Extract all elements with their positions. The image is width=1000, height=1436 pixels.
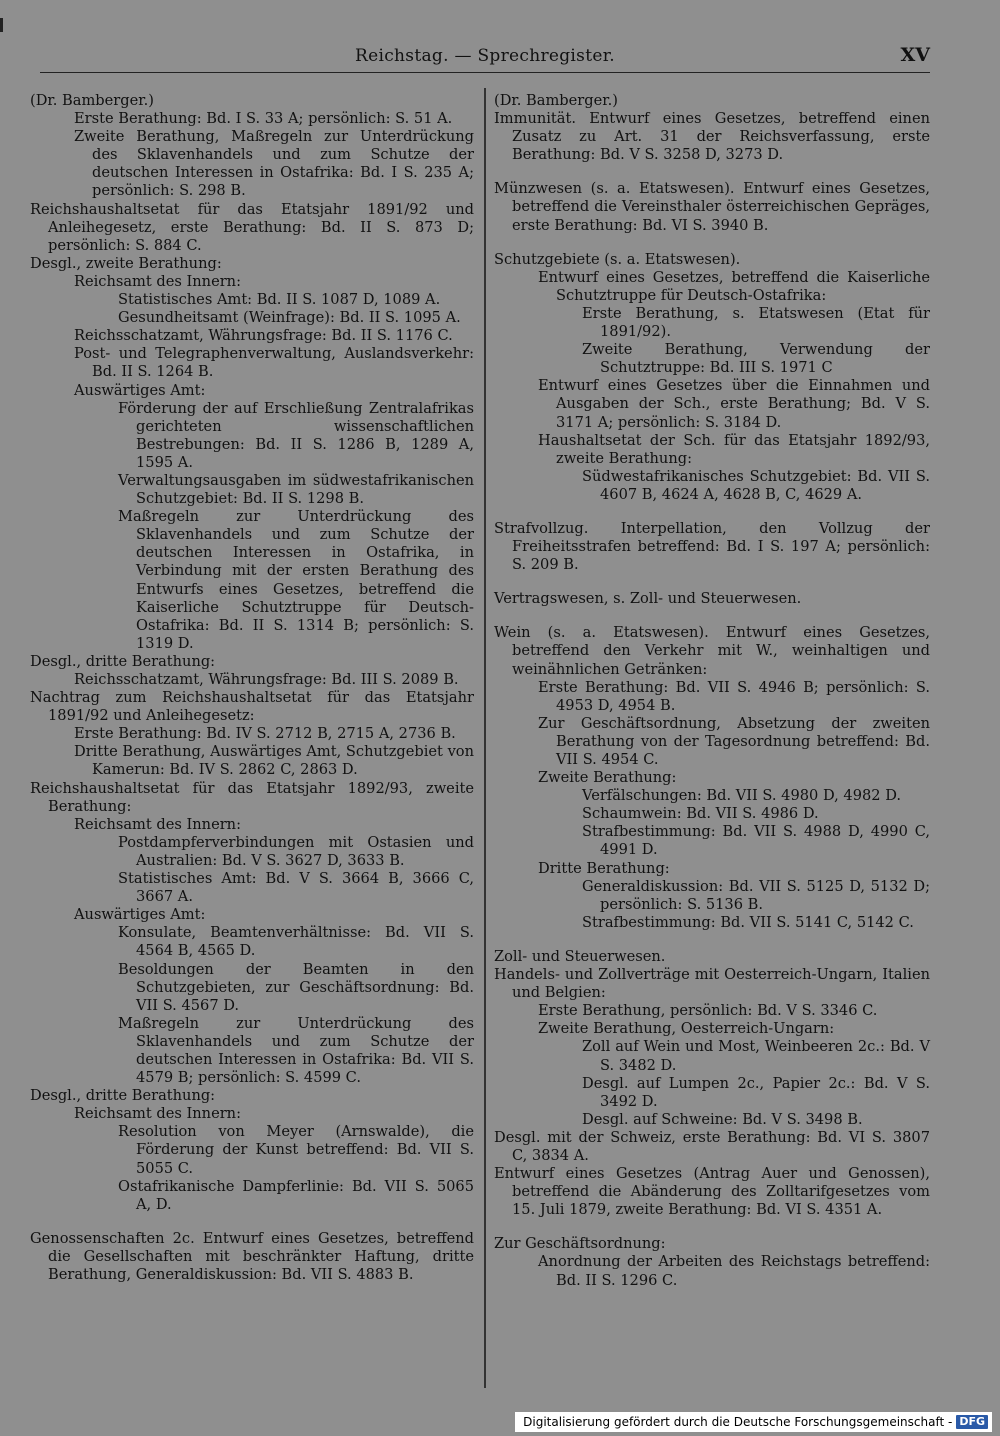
register-entry: Schutzgebiete (s. a. Etatswesen). — [494, 250, 741, 268]
register-entry: Haushaltsetat der Sch. für das Etatsjahr 1892/93, zweite Berathung: — [538, 431, 930, 467]
page-header — [40, 44, 930, 73]
register-entry: Zweite Berathung, Maßregeln zur Unterdrückung des Sklavenhandels und zum Schutze der deutschen Interessen in Ostafrika: Bd. I S. 235 A; persönlich: S. 298 B. — [74, 128, 474, 200]
register-entry: Münzwesen (s. a. Etatswesen). Entwurf eines Gesetzes, betreffend die Vereinsthaler österreichischen Gepräges, erste Berathung: Bd. VI S. 3940 B. — [494, 180, 930, 234]
register-entry: Resolution von Meyer (Arnswalde), die Förderung der Kunst betreffend: Bd. VII S. 5055 C. — [118, 1123, 474, 1177]
register-entry: Auswärtiges Amt: — [74, 381, 206, 399]
register-entry: (Dr. Bamberger.) — [30, 92, 154, 109]
register-entry: Desgl. mit der Schweiz, erste Berathung: Bd. VI S. 3807 C, 3834 A. — [494, 1128, 930, 1164]
register-entry: Desgl., zweite Berathung: — [30, 254, 222, 272]
register-entry: Genossenschaften 2c. Entwurf eines Gesetzes, betreffend die Gesellschaften mit beschränkter Haftung, dritte Berathung, Generaldiskussion: Bd. VII S. 4883 B. — [30, 1229, 474, 1283]
register-entry: Zoll auf Wein und Most, Weinbeeren 2c.: Bd. V S. 3482 D. — [582, 1038, 930, 1074]
register-entry: Desgl. auf Schweine: Bd. V S. 3498 B. — [582, 1110, 863, 1128]
register-entry: Statistisches Amt: Bd. V S. 3664 B, 3666 C, 3667 A. — [118, 870, 474, 906]
register-entry: Zur Geschäftsordnung: — [494, 1235, 666, 1253]
register-entry: Besoldungen der Beamten in den Schutzgebieten, zur Geschäftsordnung: Bd. VII S. 4567 D. — [118, 960, 474, 1014]
register-entry: Verfälschungen: Bd. VII S. 4980 D, 4982 D. — [582, 787, 902, 805]
register-entry: Reichsamt des Innern: — [74, 815, 241, 833]
register-entry: Vertragswesen, s. Zoll- und Steuerwesen. — [494, 590, 802, 608]
register-entry: Förderung der auf Erschließung Zentralafrikas gerichteten wissenschaftlichen Bestrebungen: Bd. II S. 1286 B, 1289 A, 1595 A. — [118, 399, 474, 471]
register-entry: Strafbestimmung: Bd. VII S. 5141 C, 5142 C. — [582, 913, 914, 931]
dfg-logo: DFG — [956, 1415, 988, 1429]
funding-footer — [515, 1412, 992, 1432]
register-entry: Erste Berathung: Bd. IV S. 2712 B, 2715 A, 2736 B. — [74, 725, 456, 743]
register-entry: Zweite Berathung, Verwendung der Schutztruppe: Bd. III S. 1971 C — [582, 341, 930, 377]
register-entry: Statistisches Amt: Bd. II S. 1087 D, 1089 A. — [118, 291, 441, 309]
register-entry: Auswärtiges Amt: — [74, 906, 206, 924]
register-entry: Ostafrikanische Dampferlinie: Bd. VII S. 5065 A, D. — [118, 1177, 474, 1213]
register-entry: Dritte Berathung, Auswärtiges Amt, Schutzgebiet von Kamerun: Bd. IV S. 2862 C, 2863 D. — [74, 743, 474, 779]
register-entry: Reichsamt des Innern: — [74, 1105, 241, 1123]
register-entry: Handels- und Zollverträge mit Oesterreich-Ungarn, Italien und Belgien: — [494, 966, 930, 1002]
register-entry: Desgl., dritte Berathung: — [30, 1087, 216, 1105]
register-entry: Wein (s. a. Etatswesen). Entwurf eines Gesetzes, betreffend den Verkehr mit W., weinhaltigen und weinähnlichen Getränken: — [494, 624, 930, 678]
register-entry: Postdampferverbindungen mit Ostasien und Australien: Bd. V S. 3627 D, 3633 B. — [118, 833, 474, 869]
register-entry: (Dr. Bamberger.) — [494, 92, 618, 109]
register-entry: Reichsschatzamt, Währungsfrage: Bd. II S. 1176 C. — [74, 327, 453, 345]
register-entry: Post- und Telegraphenverwaltung, Auslandsverkehr: Bd. II S. 1264 B. — [74, 345, 474, 381]
register-entry: Südwestafrikanisches Schutzgebiet: Bd. VII S. 4607 B, 4624 A, 4628 B, C, 4629 A. — [582, 467, 930, 503]
register-entry: Nachtrag zum Reichshaushaltsetat für das Etatsjahr 1891/92 und Anleihegesetz: — [30, 689, 474, 725]
register-entry: Konsulate, Beamtenverhältnisse: Bd. VII S. 4564 B, 4565 D. — [118, 924, 474, 960]
column-divider — [484, 88, 486, 1388]
register-entry: Strafvollzug. Interpellation, den Vollzug der Freiheitsstrafen betreffend: Bd. I S. 197 A; persönlich: S. 209 B. — [494, 519, 930, 574]
register-entry: Reichsamt des Innern: — [74, 272, 241, 290]
register-entry: Entwurf eines Gesetzes über die Einnahmen und Ausgaben der Sch., erste Berathung; Bd. V S. 3171 A; persönlich: S. 3184 D. — [538, 377, 930, 431]
page-number: XV — [900, 44, 930, 66]
register-entry: Schaumwein: Bd. VII S. 4986 D. — [582, 805, 819, 823]
register-entry: Desgl., dritte Berathung: — [30, 652, 216, 670]
register-entry: Erste Berathung, s. Etatswesen (Etat für 1891/92). — [582, 304, 930, 341]
register-entry: Dritte Berathung: — [538, 859, 670, 877]
register-entry: Desgl. auf Lumpen 2c., Papier 2c.: Bd. V S. 3492 D. — [582, 1074, 930, 1110]
register-entry: Immunität. Entwurf eines Gesetzes, betreffend einen Zusatz zu Art. 31 der Reichsverfassung, erste Berathung: Bd. V S. 3258 D, 3273 D. — [494, 110, 930, 164]
register-entry: Gesundheitsamt (Weinfrage): Bd. II S. 1095 A. — [118, 309, 461, 327]
register-entry: Strafbestimmung: Bd. VII S. 4988 D, 4990 C, 4991 D. — [582, 823, 930, 859]
register-entry: Maßregeln zur Unterdrückung des Sklavenhandels und zum Schutze der deutschen Interessen in Ostafrika: Bd. VII S. 4579 B; persönlich: S. 4599 C. — [118, 1014, 474, 1087]
right-column — [494, 92, 930, 1290]
register-entry: Erste Berathung, persönlich: Bd. V S. 3346 C. — [538, 1002, 878, 1020]
running-title: Reichstag. — Sprechregister. — [355, 46, 615, 66]
register-entry: Verwaltungsausgaben im südwestafrikanischen Schutzgebiet: Bd. II S. 1298 B. — [118, 471, 474, 508]
register-entry: Reichsschatzamt, Währungsfrage: Bd. III S. 2089 B. — [74, 671, 459, 688]
register-entry: Zur Geschäftsordnung, Absetzung der zweiten Berathung von der Tagesordnung betreffend: Bd. VII S. 4954 C. — [538, 714, 930, 768]
register-entry: Maßregeln zur Unterdrückung des Sklavenhandels und zum Schutze der deutschen Interessen in Ostafrika, in Verbindung mit der ersten Berathung des Entwurfs eines Gesetzes, betreffend die Kaiserliche Schutztruppe für Deutsch-Ostafrika: Bd. II S. 1314 B; persönlich: S. 1319 D. — [118, 508, 474, 652]
register-entry: Anordnung der Arbeiten des Reichstags betreffend: Bd. II S. 1296 C. — [538, 1253, 930, 1289]
scan-edge-mark — [0, 18, 3, 32]
register-entry: Entwurf eines Gesetzes (Antrag Auer und Genossen), betreffend die Abänderung des Zolltarifgesetzes vom 15. Juli 1879, zweite Berathung: Bd. VI S. 4351 A. — [494, 1165, 930, 1219]
register-entry: Reichshaushaltsetat für das Etatsjahr 1891/92 und Anleihegesetz, erste Berathung: Bd. II S. 873 D; persönlich: S. 884 C. — [30, 200, 474, 254]
register-entry: Zweite Berathung: — [538, 769, 677, 787]
register-entry: Erste Berathung: Bd. I S. 33 A; persönlich: S. 51 A. — [74, 110, 453, 128]
register-entry: Erste Berathung: Bd. VII S. 4946 B; persönlich: S. 4953 D, 4954 B. — [538, 678, 930, 714]
register-entry: Reichshaushaltsetat für das Etatsjahr 1892/93, zweite Berathung: — [30, 779, 474, 815]
register-entry: Zoll- und Steuerwesen. — [494, 947, 666, 965]
left-column — [30, 92, 474, 1284]
register-entry: Entwurf eines Gesetzes, betreffend die Kaiserliche Schutztruppe für Deutsch-Ostafrika: — [538, 268, 930, 304]
register-entry: Generaldiskussion: Bd. VII S. 5125 D, 5132 D; persönlich: S. 5136 B. — [582, 877, 930, 913]
footer-text: Digitalisierung gefördert durch die Deutsche Forschungsgemeinschaft - — [523, 1415, 953, 1429]
register-entry: Zweite Berathung, Oesterreich-Ungarn: — [538, 1020, 835, 1038]
